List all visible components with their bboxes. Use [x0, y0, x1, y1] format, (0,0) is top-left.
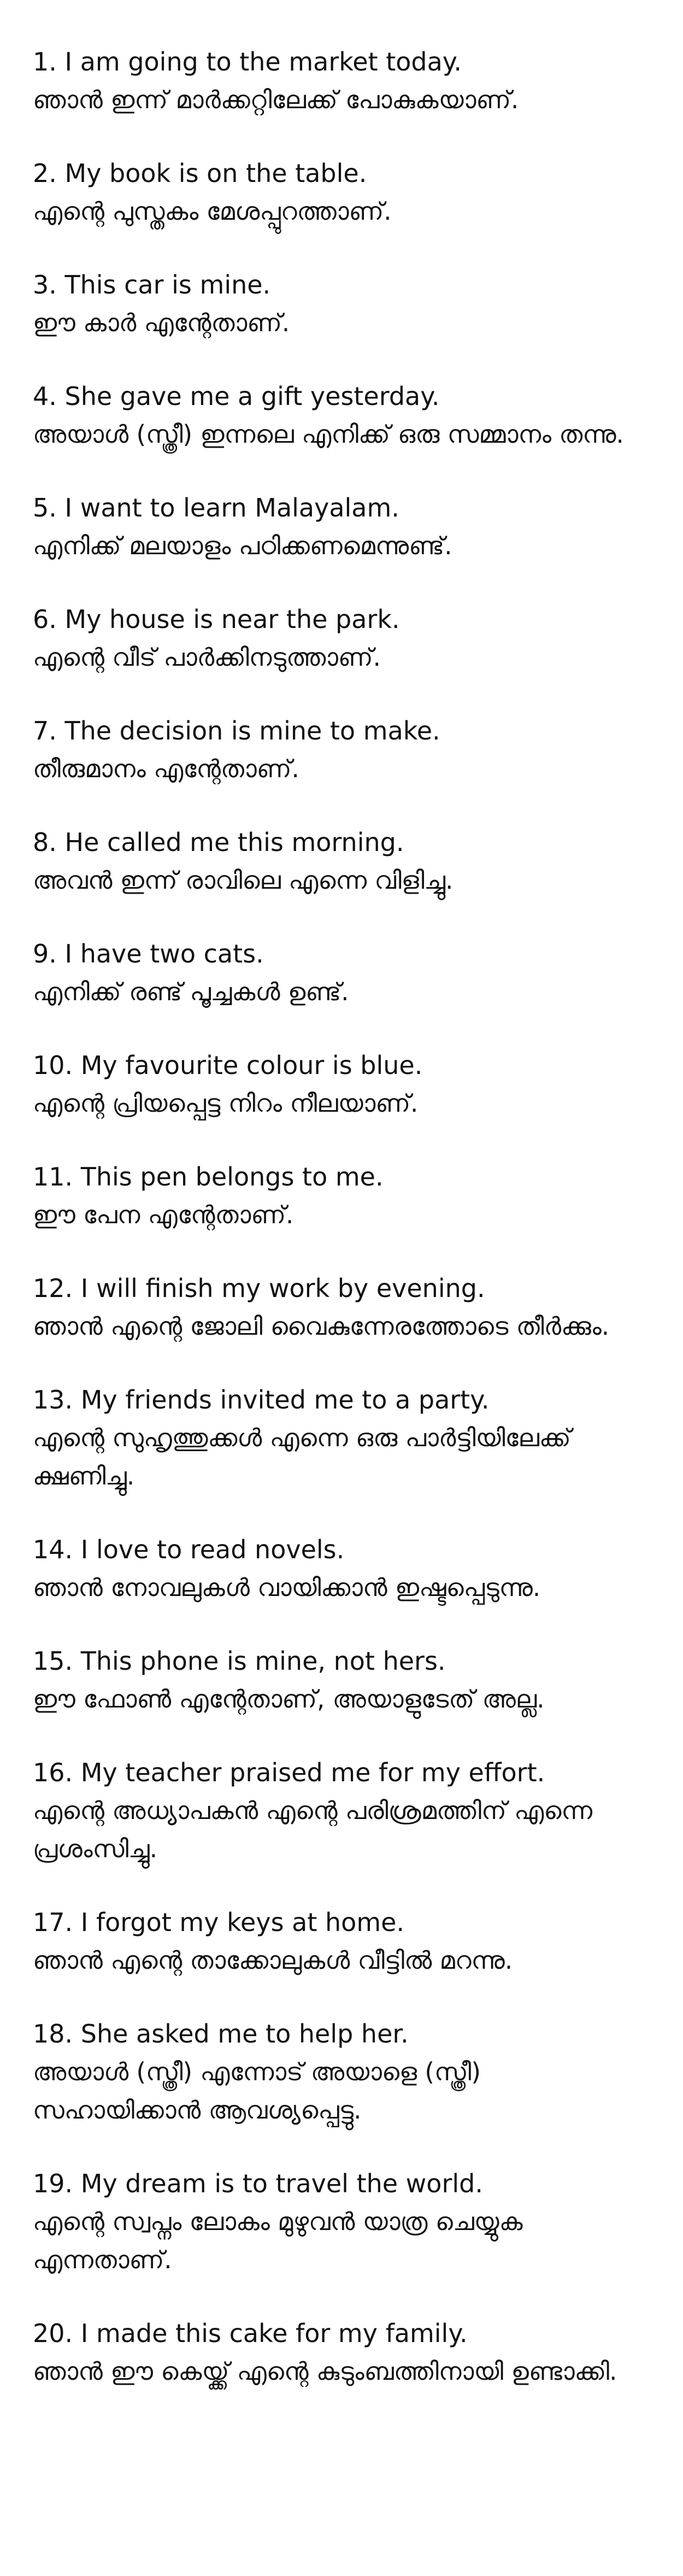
- phrase-entry-1: [33, 43, 656, 119]
- malayalam-translation: ഞാൻ എന്റെ ജോലി വൈകുന്നേരത്തോടെ തീർക്കും.: [33, 1312, 610, 1341]
- phrase-entry-20: [33, 2314, 656, 2391]
- phrase-entry-19: [33, 2164, 656, 2279]
- malayalam-translation: എന്റെ പ്രിയപ്പെട്ട നിറം നീലയാണ്.: [33, 1089, 419, 1118]
- malayalam-translation: അയാൾ (സ്ത്രീ) എന്നോട് അയാളെ (സ്ത്രീ) സഹായിക്കാൻ ആവശ്യപ്പെട്ടു.: [33, 2057, 481, 2125]
- english-sentence: 20. I made this cake for my family.: [33, 2319, 468, 2348]
- phrase-entry-6: [33, 600, 656, 677]
- malayalam-translation: ഈ പേന എന്റേതാണ്.: [33, 1200, 294, 1229]
- english-sentence: 7. The decision is mine to make.: [33, 716, 440, 746]
- english-sentence: 18. She asked me to help her.: [33, 2019, 409, 2049]
- phrase-entry-10: [33, 1046, 656, 1123]
- phrase-entry-9: [33, 935, 656, 1011]
- english-sentence: 4. She gave me a gift yesterday.: [33, 382, 440, 411]
- english-sentence: 11. This pen belongs to me.: [33, 1162, 384, 1192]
- malayalam-translation: ഈ കാർ എന്റേതാണ്.: [33, 308, 290, 337]
- malayalam-translation: എനിക്ക് മലയാളം പഠിക്കണമെന്നുണ്ട്.: [33, 531, 452, 560]
- english-sentence: 13. My friends invited me to a party.: [33, 1385, 490, 1415]
- malayalam-translation: തീരുമാനം എന്റേതാണ്.: [33, 754, 299, 783]
- english-sentence: 8. He called me this morning.: [33, 828, 404, 857]
- phrase-entry-5: [33, 489, 656, 565]
- english-sentence: 1. I am going to the market today.: [33, 47, 462, 77]
- english-sentence: 12. I will finish my work by evening.: [33, 1274, 485, 1303]
- malayalam-translation: അവൻ ഇന്ന് രാവിലെ എന്നെ വിളിച്ചു.: [33, 866, 454, 895]
- malayalam-translation: എന്റെ വീട് പാർക്കിനടുത്താണ്.: [33, 643, 381, 672]
- english-sentence: 16. My teacher praised me for my effort.: [33, 1758, 545, 1787]
- english-sentence: 5. I want to learn Malayalam.: [33, 493, 399, 523]
- english-sentence: 14. I love to read novels.: [33, 1535, 345, 1564]
- malayalam-translation: ഞാൻ ഈ കെയ്ക്ക് എന്റെ കുടുംബത്തിനായി ഉണ്ടാക്കി.: [33, 2357, 617, 2386]
- phrase-entry-8: [33, 823, 656, 900]
- phrase-entry-13: [33, 1381, 656, 1495]
- phrase-entry-18: [33, 2015, 656, 2129]
- phrase-entry-7: [33, 712, 656, 788]
- malayalam-translation: എനിക്ക് രണ്ട് പൂച്ചകൾ ഉണ്ട്.: [33, 977, 349, 1006]
- english-sentence: 15. This phone is mine, not hers.: [33, 1646, 446, 1676]
- phrase-entry-4: [33, 377, 656, 454]
- phrase-entry-16: [33, 1753, 656, 1868]
- malayalam-translation: എന്റെ പുസ്തകം മേശപ്പുറത്താണ്.: [33, 197, 392, 226]
- phrase-entry-12: [33, 1269, 656, 1346]
- english-sentence: 6. My house is near the park.: [33, 605, 400, 634]
- english-sentence: 3. This car is mine.: [33, 270, 271, 300]
- english-sentence: 17. I forgot my keys at home.: [33, 1908, 405, 1937]
- english-sentence: 9. I have two cats.: [33, 939, 264, 969]
- phrase-entry-15: [33, 1642, 656, 1718]
- phrase-entry-11: [33, 1158, 656, 1234]
- phrase-entry-14: [33, 1530, 656, 1607]
- english-sentence: 19. My dream is to travel the world.: [33, 2169, 483, 2198]
- malayalam-translation: എന്റെ സ്വപ്നം ലോകം മുഴുവൻ യാത്ര ചെയ്യുക എന്നതാണ്.: [33, 2207, 523, 2274]
- phrase-entry-2: [33, 154, 656, 231]
- malayalam-translation: ഞാൻ നോവലുകൾ വായിക്കാൻ ഇഷ്ടപ്പെടുന്നു.: [33, 1573, 541, 1602]
- english-sentence: 2. My book is on the table.: [33, 159, 367, 188]
- malayalam-translation: അയാൾ (സ്ത്രീ) ഇന്നലെ എനിക്ക് ഒരു സമ്മാനം തന്നു.: [33, 420, 624, 449]
- malayalam-translation: എന്റെ അധ്യാപകൻ എന്റെ പരിശ്രമത്തിന് എന്നെ പ്രശംസിച്ചു.: [33, 1796, 593, 1863]
- malayalam-translation: ഈ ഫോൺ എന്റേതാണ്, അയാളുടേത് അല്ല.: [33, 1685, 545, 1714]
- english-sentence: 10. My favourite colour is blue.: [33, 1051, 423, 1080]
- malayalam-translation: ഞാൻ എന്റെ താക്കോലുകൾ വീട്ടിൽ മറന്നു.: [33, 1946, 513, 1975]
- phrase-entry-3: [33, 266, 656, 342]
- phrase-entry-17: [33, 1903, 656, 1980]
- malayalam-translation: എന്റെ സുഹൃത്തുക്കൾ എന്നെ ഒരു പാർട്ടിയിലേക്ക് ക്ഷണിച്ചു.: [33, 1423, 571, 1491]
- malayalam-translation: ഞാൻ ഇന്ന് മാർക്കറ്റിലേക്ക് പോകുകയാണ്.: [33, 85, 519, 114]
